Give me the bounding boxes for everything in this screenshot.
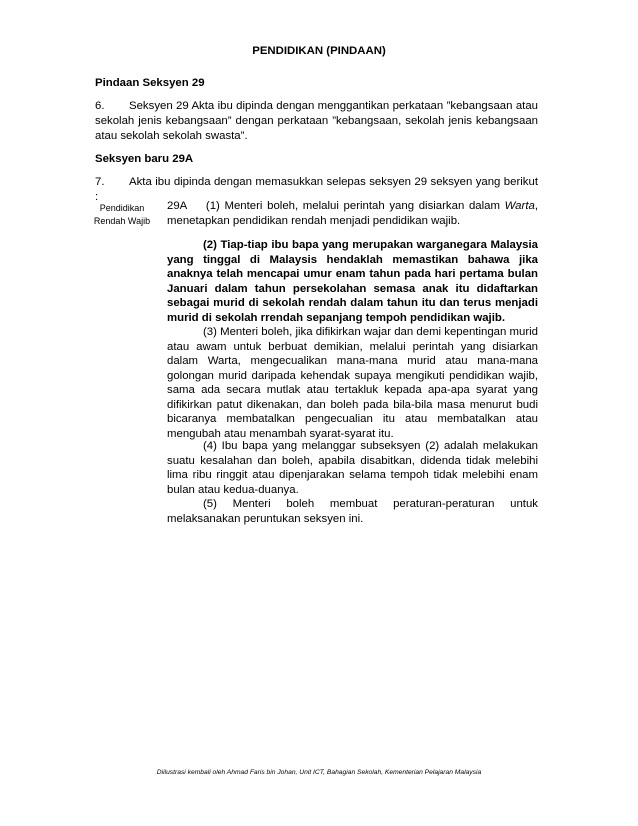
- warta-italic: Warta: [504, 200, 535, 212]
- subsection-3: [167, 325, 538, 441]
- subsection-3-text: (3) Menteri boleh, jika difikirkan wajar dan demi kepentingan murid atau awam untuk berbuat demikian, melalui perintah yang disiarkan dalam Warta, mengecualikan mana-mana murid atau mana-mana golongan murid daripada kehendak supaya mengikuti pendidikan wajib, sama ada secara mutlak atau tertakluk kepada apa-apa syarat yang difikirkan patut dikenakan, dan boleh pada bila-bila masa menurut budi bicaranya membatalkan pengecualian itu atau membatalkan atau mengubah atau menambah syarat-syarat itu.: [167, 326, 538, 440]
- subsection-2: [167, 238, 538, 325]
- margin-note-line2: Rendah Wajib: [93, 216, 151, 226]
- heading-pindaan-seksyen-29: Pindaan Seksyen 29: [95, 77, 205, 89]
- paragraph-number: 7.: [95, 176, 105, 188]
- subsection-5-text: (5) Menteri boleh membuat peraturan-peraturan untuk melaksanakan peruntukan seksyen ini.: [167, 498, 538, 525]
- paragraph-text: Akta ibu dipinda dengan memasukkan selepas seksyen 29 seksyen yang berikut :: [95, 176, 538, 203]
- margin-note: [84, 202, 160, 228]
- subsection-1: [167, 199, 538, 228]
- paragraph-6: [95, 99, 538, 144]
- paragraph-number: 6.: [95, 100, 105, 112]
- section-number: 29A: [167, 200, 188, 212]
- margin-note-line1: Pendidikan: [99, 203, 145, 213]
- subsection-4: [167, 439, 538, 497]
- subsection-1-text-a: (1) Menteri boleh, melalui perintah yang disiarkan dalam: [205, 200, 505, 212]
- subsection-4-text: (4) Ibu bapa yang melanggar subseksyen (2) adalah melakukan suatu kesalahan dan boleh, apabila disabitkan, didenda tidak melebihi lima ribu ringgit atau dipenjarakan selama tempoh tidak melebihi enam bulan atau kedua-duanya.: [167, 440, 538, 496]
- heading-seksyen-baru-29a: Seksyen baru 29A: [95, 153, 194, 165]
- subsection-5: [167, 497, 538, 526]
- subsection-2-text: (2) Tiap-tiap ibu bapa yang merupakan warganegara Malaysia yang tinggal di Malaysis hendaklah memastikan bahawa jika anaknya telah mencapai umur enam tahun pada hari pertama bulan Januari dalam tahun persekolahan semasa anak itu didaftarkan sebagai murid di sekolah rendah dalam tahun itu dan terus menjadi murid di sekolah rrendah sepanjang tempoh pendidikan wajib.: [167, 239, 538, 324]
- subsection-1-text-b: , menetapkan pendidikan rendah menjadi pendidikan wajib.: [167, 200, 538, 227]
- paragraph-text: Seksyen 29 Akta ibu dipinda dengan menggantikan perkataan ”kebangsaan atau sekolah jenis kebangsaan” dengan perkataan ”kebangsaan, sekolah jenis kebangsaan atau sekolah sekolah swasta”.: [95, 100, 538, 142]
- document-title: PENDIDIKAN (PINDAAN): [252, 45, 386, 57]
- footer-credit: Diilustrasi kembali oleh Ahmad Faris bin Johan, Unit ICT, Bahagian Sekolah, Kementerian Pelajaran Malaysia: [156, 769, 482, 776]
